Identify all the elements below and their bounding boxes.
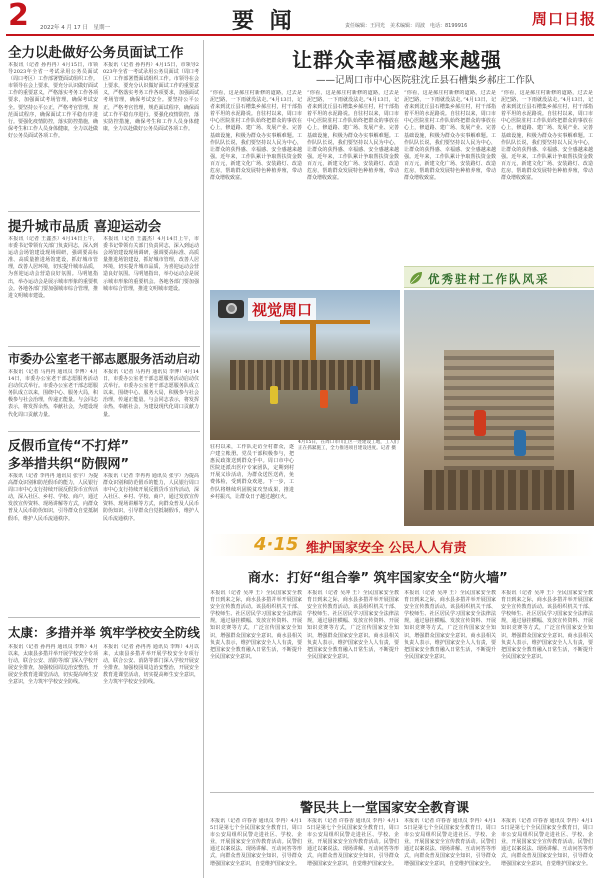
worker-photo [404,290,594,526]
security-body-col3: 本报讯（记者 吴冲 王）全民国家安全教育日到来之际，商水县多措并举开展国家安全宣传教育活动。该县组织机关干部、学校师生、社区居民学习国家安全法律法规，通过悬挂横幅、发放宣传资料、开展知识竞赛等方式，广泛宣传国家安全知识，增强群众国家安全意识。商水县相关负责人表示，维护国家安全人人有责，要把国家安全教育融入日常生活，不断提升全民国家安全意识。 [404,590,496,660]
feature-subtitle: ——记周口市中心医院驻沈丘县石槽集乡郝庄工作队 [316,75,535,86]
security-banner [210,534,594,556]
story2-title: 提升城市品质 喜迎运动会 [8,219,162,235]
column-divider [203,40,204,878]
page-number: 2 [8,0,29,33]
bottom-body-col1: 本报讯（记者 许春香 通讯员 李冉）4月15日是第七个全民国家安全教育日，周口市公安局组织民警走进社区、学校、企业，开展国家安全宣传教育活动。民警们通过以案说法、现场讲解、互动问答等形式，向群众普及国家安全知识，引导群众增强国家安全意识，自觉维护国家安全。 [210,818,302,867]
masthead-rule [6,34,594,36]
editor-credits: 责任编辑：王同光 美术编辑：周波 电话：8199916 [345,23,468,29]
photo-caption: 4月15日，在周口市川汇区一处建设工地，工人们正在抓紧施工，全力推进项目建设进度。记者 摄 [298,440,399,452]
bottom-body-col2: 本报讯（记者 许春香 通讯员 李冉）4月15日是第七个全民国家安全教育日，周口市公安局组织民警走进社区、学校、企业，开展国家安全宣传教育活动。民警们通过以案说法、现场讲解、互动问答等形式，向群众普及国家安全知识，引导群众增强国家安全意识，自觉维护国家安全。 [307,818,399,867]
security-body-col1: 本报讯（记者 吴冲 王）全民国家安全教育日到来之际，商水县多措并举开展国家安全宣传教育活动。该县组织机关干部、学校师生、社区居民学习国家安全法律法规，通过悬挂横幅、发放宣传资料、开展知识竞赛等方式，广泛宣传国家安全知识，增强群众国家安全意识。商水县相关负责人表示，维护国家安全人人有责，要把国家安全教育融入日常生活，不断提升全民国家安全意识。 [210,590,302,660]
security-banner-text: 维护国家安全 公民人人有责 [306,541,467,556]
story3-body: 本报讯（记者 马冉冉 通讯员 李博）4月14日，市委办公室老干部志愿服务活动启动仪式举行。市委办公室老干部志愿服务队成立以来，围绕中心、服务大局，积极参与社会治理，传递正能量。与会同志表示，将发挥余热，奉献社会，为建设现代化周口贡献力量。 [8,369,98,418]
issue-date: 2022年 4 月 17 日 星期一 [40,25,110,31]
divider [8,617,200,618]
story1-body: 本报讯（记者 孙冉冉）4月15日，市领导2023年全省一考试录用公务员面试（周口考区）工作部署暨面试组织工作。市领导在会上要求，要充分认识做好面试工作的重要意义，严格落实考务工作各项要求，加强面试考场管理，确保考试安全。要坚持公平公正，严格考官管理，规范面试程序，确保面试工作平稳有序进行。要强化疫情防控，落实防控措施，确保考生和工作人员身体健康，全力以赴做好公务员面试各项工作。 [8,62,98,139]
story2-body: 本报讯（记者 王鑫杰）4月14日上午，市委书记带领有关部门负责同志，深入到运动会场馆建设现场调研，强调要高标准、高质量推进场馆建设，抓好城市管理，改善人居环境，切实提升城市品质，为喜迎运动会营造良好氛围。马明旭指出，举办运动会是展示城市形象的重要机会。各地各部门要加强城市综合管理，推进文明城市建设。 [8,236,98,299]
feature-body-col1: “你看，这是郝庄村新修的道路，过去是泥巴路，一下雨就没法走。”4月13日，记者来到沈丘县石槽集乡郝庄村，村干部指着平坦的水泥路说。自驻村以来，周口市中心医院驻村工作队始终把群众的事放在心上，修道路、建广场、发展产业、完善基础设施，积极为群众办实事解难题。工作队队长说，我们要坚持以人民为中心，让群众的获得感、幸福感、安全感越来越强。近年来，工作队累计争取帮扶资金数百万元，新建文化广场、安装路灯、改造危房，帮助群众发展特色种植养殖，带动群众增收致富。 [210,90,302,182]
security-body-col2: 本报讯（记者 吴冲 王）全民国家安全教育日到来之际，商水县多措并举开展国家安全宣传教育活动。该县组织机关干部、学校师生、社区居民学习国家安全法律法规，通过悬挂横幅、发放宣传资料、开展知识竞赛等方式，广泛宣传国家安全知识，增强群众国家安全意识。商水县相关负责人表示，维护国家安全人人有责，要把国家安全教育融入日常生活，不断提升全民国家安全意识。 [307,590,399,660]
story3-title: 市委办公室老干部志愿服务活动启动 [8,352,201,366]
leaf-icon [408,270,424,286]
story2-body-cont: 本报讯（记者 王鑫杰）4月14日上午，市委书记带领有关部门负责同志，深入到运动会场馆建设现场调研，强调要高标准、高质量推进场馆建设，抓好城市管理，改善人居环境，切实提升城市品质，为喜迎运动会营造良好氛围。马明旭指出，举办运动会是展示城市形象的重要机会。各地各部门要加强城市综合管理，推进文明城市建设。 [103,236,199,292]
story5-body: 本报讯（记者 孙冉冉 通讯员 李辉）4月以来，太康县多措并举开展学校安全专项行动，联合公安、消防等部门深入学校开展安全排查，加强校园周边治安整治，开展安全教育进课堂活动，切实提高师生安全意识，全力筑牢学校安全防线。 [8,644,98,686]
bottom-body-col3: 本报讯（记者 许春香 通讯员 李冉）4月15日是第七个全民国家安全教育日，周口市公安局组织民警走进社区、学校、企业，开展国家安全宣传教育活动。民警们通过以案说法、现场讲解、互动问答等形式，向群众普及国家安全知识，引导群众增强国家安全意识，自觉维护国家安全。 [404,818,496,867]
story5-body-cont: 本报讯（记者 孙冉冉 通讯员 李辉）4月以来，太康县多措并举开展学校安全专项行动，联合公安、消防等部门深入学校开展安全排查，加强校园周边治安整治，开展安全教育进课堂活动，切实提高师生安全意识，全力筑牢学校安全防线。 [103,644,199,686]
security-story-title: 商水：打好“组合拳” 筑牢国家安全“防火墙” [248,571,508,586]
feature-body-col3: “你看，这是郝庄村新修的道路，过去是泥巴路，一下雨就没法走。”4月13日，记者来到沈丘县石槽集乡郝庄村，村干部指着平坦的水泥路说。自驻村以来，周口市中心医院驻村工作队始终把群众的事放在心上，修道路、建广场、发展产业、完善基础设施，积极为群众办实事解难题。工作队队长说，我们要坚持以人民为中心，让群众的获得感、幸福感、安全感越来越强。近年来，工作队累计争取帮扶资金数百万元，新建文化广场、安装路灯、改造危房，帮助群众发展特色种植养殖，带动群众增收致富。 [404,90,496,182]
photo-section-label: 视觉周口 [248,298,316,321]
badge-415: 4·15 [254,534,299,555]
story1-title: 全力以赴做好公务员面试工作 [8,45,184,61]
village-banner-text: 优秀驻村工作队风采 [428,272,550,286]
story4-title: 反假币宣传“不打烊” [8,439,130,454]
story4-subtitle: 多举措共织“防假网” [8,457,130,472]
story4-body: 本报讯（记者 李冉冉 通讯员 张宇）为提高群众识别和防范假币的能力，人民银行周口市中心支行持续开展反假货币宣传活动，深入社区、乡村、学校、商户，通过发放宣传资料、现场讲解等方式，向群众普及人民币防伪知识，引导群众自觉抵制假币，维护人民币流通秩序。 [8,473,98,522]
divider [8,346,200,347]
section-title: 要 闻 [232,9,296,34]
masthead [0,0,600,36]
bottom-story-title: 警民共上一堂国家安全教育课 [300,801,470,816]
right-body-col1: 驻村以来，工作队走访全村群众，逐户建立帐册。党员干部积极参与，把惠民政策送到群众手中。周口市中心医院还派出医疗专家团队，定期到村开展义诊活动，为群众送医送药，免费体检，受到群众欢迎。下一步，工作队将继续巩固脱贫攻坚成果，推进乡村振兴，让群众日子越过越红火。 [210,444,294,500]
story1-body-cont: 本报讯（记者 孙冉冉）4月15日，市领导2023年全省一考试录用公务员面试（周口考区）工作部署暨面试组织工作。市领导在会上要求，要充分认识做好面试工作的重要意义，严格落实考务工作各项要求，加强面试考场管理，确保考试安全。要坚持公平公正，严格考官管理，规范面试程序，确保面试工作平稳有序进行。要强化疫情防控，落实防控措施，确保考生和工作人员身体健康，全力以赴做好公务员面试各项工作。 [103,62,199,132]
feature-title: 让群众幸福感越来越强 [292,48,502,72]
construction-photo [210,290,400,440]
feature-body-col4: “你看，这是郝庄村新修的道路，过去是泥巴路，一下雨就没法走。”4月13日，记者来到沈丘县石槽集乡郝庄村，村干部指着平坦的水泥路说。自驻村以来，周口市中心医院驻村工作队始终把群众的事放在心上，修道路、建广场、发展产业、完善基础设施，积极为群众办实事解难题。工作队队长说，我们要坚持以人民为中心，让群众的获得感、幸福感、安全感越来越强。近年来，工作队累计争取帮扶资金数百万元，新建文化广场、安装路灯、改造危房，帮助群众发展特色种植养殖，带动群众增收致富。 [501,90,593,182]
story3-body-cont: 本报讯（记者 马冉冉 通讯员 李博）4月14日，市委办公室老干部志愿服务活动启动仪式举行。市委办公室老干部志愿服务队成立以来，围绕中心、服务大局，积极参与社会治理，传递正能量。与会同志表示，将发挥余热，奉献社会，为建设现代化周口贡献力量。 [103,369,199,418]
village-banner [404,266,594,288]
security-body-col4: 本报讯（记者 吴冲 王）全民国家安全教育日到来之际，商水县多措并举开展国家安全宣传教育活动。该县组织机关干部、学校师生、社区居民学习国家安全法律法规，通过悬挂横幅、发放宣传资料、开展知识竞赛等方式，广泛宣传国家安全知识，增强群众国家安全意识。商水县相关负责人表示，维护国家安全人人有责，要把国家安全教育融入日常生活，不断提升全民国家安全意识。 [501,590,593,660]
feature-body-col2: “你看，这是郝庄村新修的道路，过去是泥巴路，一下雨就没法走。”4月13日，记者来到沈丘县石槽集乡郝庄村，村干部指着平坦的水泥路说。自驻村以来，周口市中心医院驻村工作队始终把群众的事放在心上，修道路、建广场、发展产业、完善基础设施，积极为群众办实事解难题。工作队队长说，我们要坚持以人民为中心，让群众的获得感、幸福感、安全感越来越强。近年来，工作队累计争取帮扶资金数百万元，新建文化广场、安装路灯、改造危房，帮助群众发展特色种植养殖，带动群众增收致富。 [307,90,399,182]
camera-icon [218,300,244,318]
bottom-body-col4: 本报讯（记者 许春香 通讯员 李冉）4月15日是第七个全民国家安全教育日，周口市公安局组织民警走进社区、学校、企业，开展国家安全宣传教育活动。民警们通过以案说法、现场讲解、互动问答等形式，向群众普及国家安全知识，引导群众增强国家安全意识，自觉维护国家安全。 [501,818,593,867]
story5-title: 太康：多措并举 筑牢学校安全防线 [8,625,200,640]
story4-body-cont: 本报讯（记者 李冉冉 通讯员 张宇）为提高群众识别和防范假币的能力，人民银行周口市中心支行持续开展反假货币宣传活动，深入社区、乡村、学校、商户，通过发放宣传资料、现场讲解等方式，向群众普及人民币防伪知识，引导群众自觉抵制假币，维护人民币流通秩序。 [103,473,199,522]
newspaper-brand: 周口日报 [532,10,597,28]
divider [8,431,200,432]
divider [210,792,594,793]
divider [8,211,200,212]
